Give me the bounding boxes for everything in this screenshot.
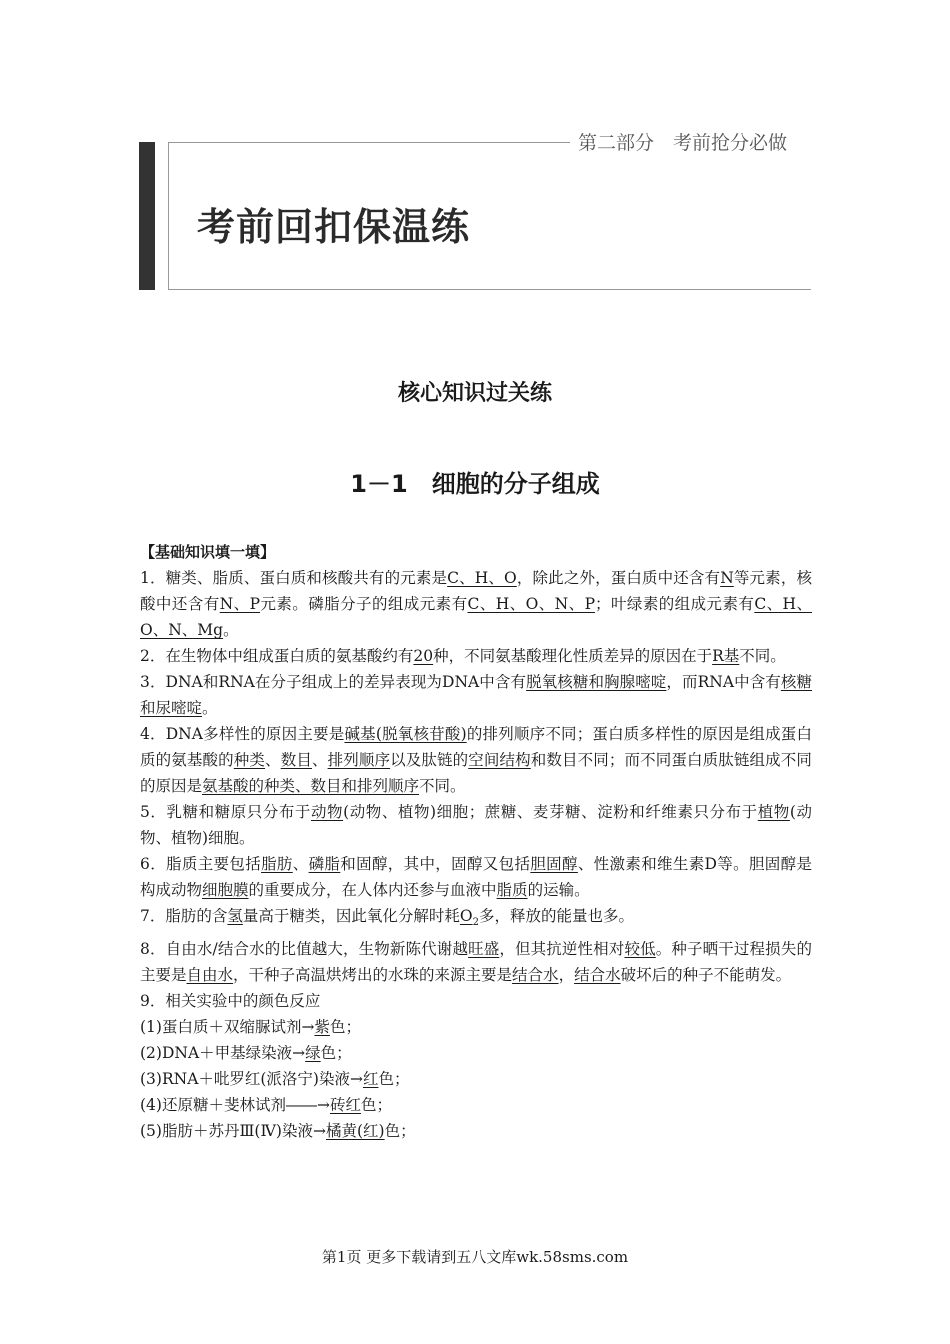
answer: 20 (413, 647, 434, 665)
reaction-3: (3)RNA＋吡罗红(派洛宁)染液→红色； (140, 1070, 410, 1089)
answer: N、P (219, 595, 261, 613)
answer: 旺盛 (468, 940, 500, 959)
reaction-1: (1)蛋白质＋双缩脲试剂→紫色； (140, 1018, 361, 1037)
answer: 砖红 (329, 1096, 361, 1115)
item-2: 2．在生物体中组成蛋白质的氨基酸约有20种，不同氨基酸理化性质差异的原因在于R基不同。 (140, 647, 786, 665)
answer: 氨基酸的种类、数目和排列顺序 (202, 777, 420, 795)
answer: 氢 (227, 907, 243, 925)
page-title: 考前回扣保温练 (197, 205, 471, 249)
answer: 橘黄(红) (325, 1122, 385, 1141)
answer: 核糖和尿嘧啶 (140, 673, 812, 717)
answer: 种类 (233, 751, 266, 769)
answer: 脂质 (496, 881, 528, 899)
answer: R基 (712, 647, 740, 665)
content-body (140, 539, 812, 1144)
item-4: 4．DNA多样性的原因主要是碱基(脱氧核苷酸)的排列顺序不同；蛋白质多样性的原因是组成蛋白质的氨基酸的种类、数目、排列顺序以及肽链的空间结构和数目不同；而不同蛋白质肽链组成不同的原因是氨基酸的种类、数目和排列顺序不同。 (140, 725, 812, 795)
reaction-4: (4)还原糖＋斐林试剂――→砖红色； (140, 1096, 392, 1115)
answer: 结合水 (574, 966, 621, 985)
answer: 红 (362, 1070, 379, 1089)
reaction-2: (2)DNA＋甲基绿染液→绿色； (140, 1044, 352, 1063)
answer: 动物 (310, 803, 344, 821)
page-footer: 第1页 更多下载请到五八文库wk.58sms.com (321, 1248, 629, 1266)
chapter-title: 1－1 细胞的分子组成 (350, 470, 600, 498)
part-label: 第二部分 考前抢分必做 (578, 132, 788, 154)
item-3: 3．DNA和RNA在分子组成上的差异表现为DNA中含有脱氧核糖和胸腺嘧啶，而RNA中含有核糖和尿嘧啶。 (140, 673, 812, 717)
item-8: 8．自由水/结合水的比值越大，生物新陈代谢越旺盛，但其抗逆性相对较低。种子晒干过程损失的主要是自由水，干种子高温烘烤出的水珠的来源主要是结合水，结合水破坏后的种子不能萌发。 (140, 940, 812, 985)
answer: 紫 (314, 1018, 330, 1037)
answer: 较低 (624, 940, 656, 959)
answer: C、H、O、N、Mg (140, 595, 812, 639)
item-9: 9．相关实验中的颜色反应 (140, 992, 321, 1011)
answer: 碱基(脱氧核苷酸) (344, 725, 467, 743)
section-title: 核心知识过关练 (397, 381, 552, 406)
reaction-5: (5)脂肪＋苏丹Ⅲ(Ⅳ)染液→橘黄(红)色； (140, 1122, 416, 1141)
answer: 脱氧核糖和胸腺嘧啶 (526, 673, 667, 691)
answer: $O_2$ (459, 907, 479, 929)
subsection-label: 【基础知识填一填】 (140, 543, 276, 561)
answer: C、H、O、N、P (467, 595, 596, 613)
item-7: 7．脂肪的含氢量高于糖类，因此氧化分解时耗$O_2$多，释放的能量也多。 (140, 907, 635, 929)
answer: 结合水 (512, 966, 559, 985)
item-1: 1．糖类、脂质、蛋白质和核酸共有的元素是C、H、O，除此之外，蛋白质中还含有N等元素，核酸中还含有N、P元素。磷脂分子的组成元素有C、H、O、N、P；叶绿素的组成元素有C、H、O、N、Mg。 (140, 569, 812, 639)
answer: 细胞膜 (202, 881, 249, 899)
answer: 脂肪 (261, 855, 293, 873)
answer: 磷脂 (308, 855, 341, 873)
item-5: 5．乳糖和糖原只分布于动物(动物、植物)细胞；蔗糖、麦芽糖、淀粉和纤维素只分布于植物(动物、植物)细胞。 (140, 803, 812, 847)
header-accent-bar (139, 142, 155, 290)
answer: 自由水 (186, 966, 234, 985)
item-6: 6．脂质主要包括脂肪、磷脂和固醇，其中，固醇又包括胆固醇、性激素和维生素D等。胆固醇是构成动物细胞膜的重要成分，在人体内还参与血液中脂质的运输。 (140, 855, 812, 899)
answer: N (720, 569, 734, 587)
answer: 空间结构 (468, 751, 531, 769)
answer: 排列顺序 (327, 751, 391, 769)
answer: C、H、O (447, 569, 517, 587)
answer: 数目 (280, 751, 312, 769)
answer: 植物 (757, 803, 790, 821)
answer: 胆固醇 (530, 855, 578, 873)
answer: 绿 (305, 1044, 321, 1063)
